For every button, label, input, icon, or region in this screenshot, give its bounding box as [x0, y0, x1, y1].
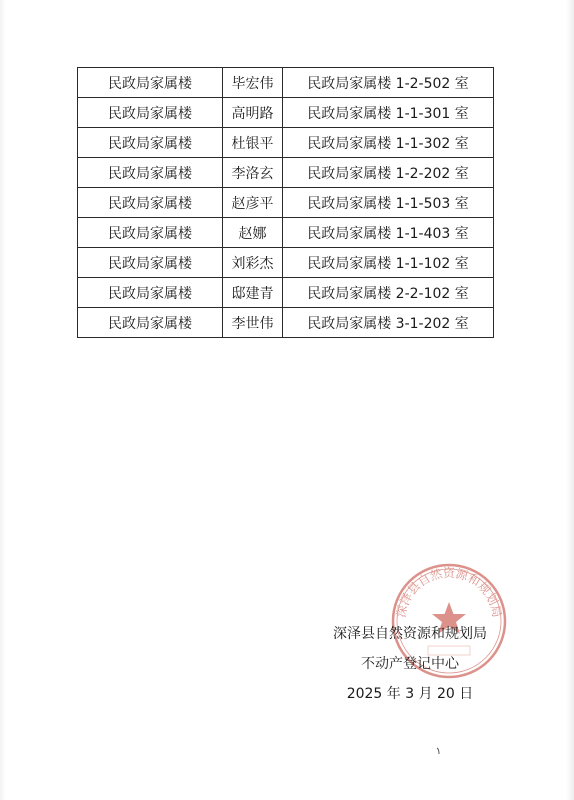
address-cell: 民政局家属楼 1-1-302 室: [283, 128, 494, 158]
address-cell: 民政局家属楼 2-2-102 室: [283, 278, 494, 308]
owner-name-cell: 赵彦平: [223, 188, 283, 218]
table-row: [78, 98, 494, 128]
owner-name-cell: 毕宏伟: [223, 68, 283, 98]
table-row: [78, 68, 494, 98]
address-cell: 民政局家属楼 1-1-503 室: [283, 188, 494, 218]
project-cell: 民政局家属楼: [78, 188, 223, 218]
owner-name-cell: 李世伟: [223, 308, 283, 338]
address-cell: 民政局家属楼 3-1-202 室: [283, 308, 494, 338]
table-body: [78, 68, 494, 338]
issuing-organization: 深泽县自然资源和规划局: [333, 626, 487, 642]
table-row: [78, 158, 494, 188]
project-cell: 民政局家属楼: [78, 278, 223, 308]
address-cell: 民政局家属楼 1-2-202 室: [283, 158, 494, 188]
table-row: [78, 188, 494, 218]
project-cell: 民政局家属楼: [78, 68, 223, 98]
project-cell: 民政局家属楼: [78, 128, 223, 158]
owner-name-cell: 杜银平: [223, 128, 283, 158]
svg-text:深泽县自然资源和规划局: 深泽县自然资源和规划局: [393, 566, 505, 619]
project-cell: 民政局家属楼: [78, 98, 223, 128]
issue-date: 2025 年 3 月 20 日: [346, 686, 474, 702]
address-cell: 民政局家属楼 1-2-502 室: [283, 68, 494, 98]
stray-mark: [436, 747, 442, 755]
registration-table: [77, 67, 494, 338]
owner-name-cell: 邸建青: [223, 278, 283, 308]
owner-name-cell: 刘彩杰: [223, 248, 283, 278]
table-row: [78, 248, 494, 278]
address-cell: 民政局家属楼 1-1-102 室: [283, 248, 494, 278]
owner-name-cell: 高明路: [223, 98, 283, 128]
table-row: [78, 128, 494, 158]
owner-name-cell: 李洛玄: [223, 158, 283, 188]
table-row: [78, 278, 494, 308]
project-cell: 民政局家属楼: [78, 218, 223, 248]
project-cell: 民政局家属楼: [78, 308, 223, 338]
project-cell: 民政局家属楼: [78, 158, 223, 188]
issuing-department: 不动产登记中心: [361, 656, 459, 672]
table-row: [78, 218, 494, 248]
owner-name-cell: 赵娜: [223, 218, 283, 248]
address-cell: 民政局家属楼 1-1-403 室: [283, 218, 494, 248]
address-cell: 民政局家属楼 1-1-301 室: [283, 98, 494, 128]
table-row: [78, 308, 494, 338]
project-cell: 民政局家属楼: [78, 248, 223, 278]
